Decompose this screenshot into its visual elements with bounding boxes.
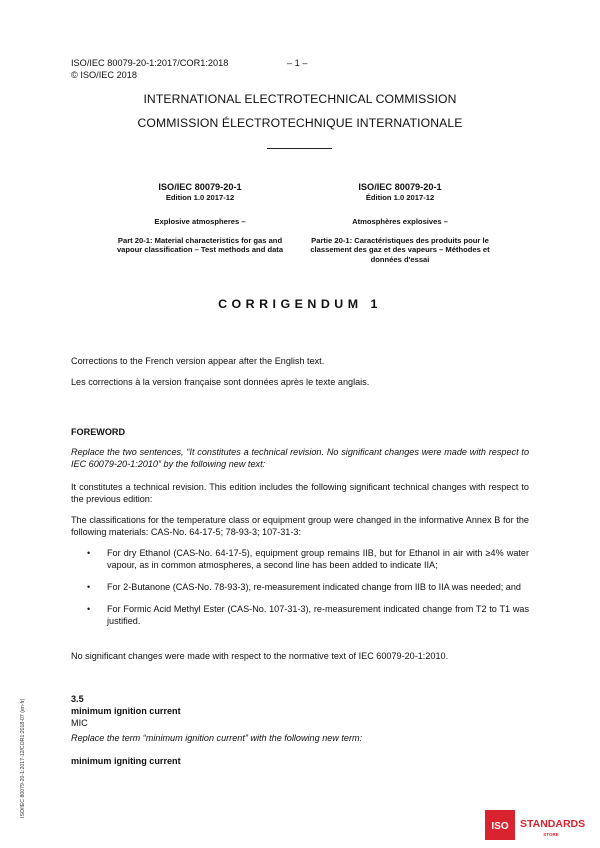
left-column xyxy=(100,182,300,255)
right-column xyxy=(300,182,500,264)
foreword-heading: FOREWORD xyxy=(71,427,126,437)
left-part-title: Part 20-1: Material characteristics for gas and vapour classification – Test methods and data xyxy=(116,235,284,255)
commission-title-en: INTERNATIONAL ELECTROTECHNICAL COMMISSION xyxy=(143,92,457,106)
foreword-paragraph-1: It constitutes a technical revision. This edition includes the following significant technical changes with respect to the previous edition: xyxy=(71,482,529,504)
list-item: • For dry Ethanol (CAS-No. 64-17-5), equipment group remains IIB, but for Ethanol in air with ≥4% water vapour, as in common atmospheres, a second line has been added to indicate IIA; xyxy=(71,547,529,571)
left-standard-number: ISO/IEC 80079-20-1 xyxy=(158,182,242,192)
corrigendum-title: CORRIGENDUM 1 xyxy=(218,297,382,311)
commission-title-fr: COMMISSION ÉLECTROTECHNIQUE INTERNATIONALE xyxy=(137,116,463,130)
iso-standards-store-logo xyxy=(485,810,595,840)
clause-number: 3.5 xyxy=(71,694,84,704)
page-number: – 1 – xyxy=(287,58,308,68)
clause-term: minimum ignition current xyxy=(71,706,181,716)
foreword-closing: No significant changes were made with respect to the normative text of IEC 60079-20-1:2010. xyxy=(71,651,449,661)
foreword-paragraph-2: The classifications for the temperature class or equipment group were changed in the informative Annex B for the following materials: CAS-No. 64-17-5; 78-93-3; 107-31-3: xyxy=(71,515,529,537)
clause-instruction: Replace the term “minimum ignition current” with the following new term: xyxy=(71,733,363,743)
right-edition: Édition 1.0 2017-12 xyxy=(365,193,435,202)
changes-list xyxy=(71,547,529,627)
clause-abbreviation: MIC xyxy=(71,718,88,728)
title-divider xyxy=(267,148,332,149)
foreword-instruction: Replace the two sentences, “It constitutes a technical revision. No significant changes were made with respect to IEC 60079-20-1:2010” by the following new text: xyxy=(71,447,529,469)
logo-iso-text: ISO xyxy=(491,821,509,832)
list-item: • For Formic Acid Methyl Ester (CAS-No. 107-31-3), re-measurement indicated change from T2 to T1 was justified. xyxy=(71,603,529,627)
logo-store-text: STORE xyxy=(543,832,559,837)
copyright: © ISO/IEC 2018 xyxy=(71,70,138,80)
left-edition: Edition 1.0 2017-12 xyxy=(165,193,235,202)
right-part-title: Partie 20-1: Caractéristiques des produits pour le classement des gaz et des vapeurs – Méthodes et données d'essai xyxy=(310,235,490,264)
clause-new-term: minimum igniting current xyxy=(71,756,181,766)
intro-english: Corrections to the French version appear after the English text. xyxy=(71,356,325,366)
intro-french: Les corrections à la version française sont données après le texte anglais. xyxy=(71,377,370,387)
logo-graphic xyxy=(485,810,595,840)
right-subject: Atmosphères explosives – xyxy=(352,217,448,227)
doc-reference: ISO/IEC 80079-20-1:2017/COR1:2018 xyxy=(71,58,229,68)
right-standard-number: ISO/IEC 80079-20-1 xyxy=(358,182,442,192)
side-reference-note: ISO/IEC 80079-20-1:2017-12/COR1:2018-07 (en-fr) xyxy=(20,698,26,818)
logo-standards-text: STANDARDS xyxy=(520,818,586,830)
list-item: • For 2-Butanone (CAS-No. 78-93-3), re-measurement indicated change from IIB to IIA was needed; and xyxy=(71,581,529,593)
left-subject: Explosive atmospheres – xyxy=(154,217,246,227)
